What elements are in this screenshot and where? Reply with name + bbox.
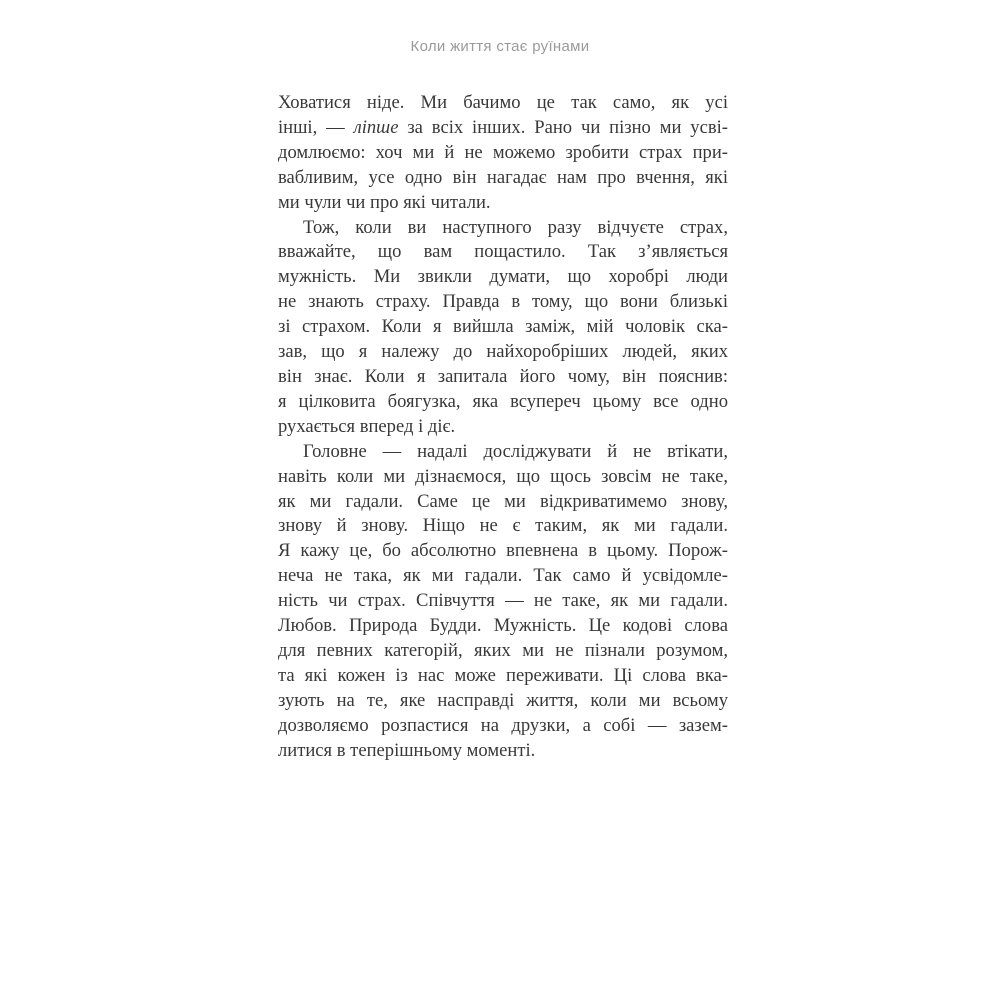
paragraph	[278, 440, 728, 764]
text-line: Я кажу це, бо абсолютно впевнена в цьому. Порож-	[278, 540, 728, 562]
text-line: неча не така, як ми гадали. Так само й усвідомле-	[278, 565, 728, 587]
text-line: він знає. Коли я запитала його чому, він пояснив:	[278, 365, 728, 387]
text-line: зі страхом. Коли я вийшла заміж, мій чоловік ска-	[278, 316, 728, 338]
text-line: ність чи страх. Співчуття — не таке, як ми гадали.	[278, 590, 728, 612]
text-line: вважайте, що вам пощастило. Так з’являється	[278, 241, 728, 263]
text-line: Любов. Природа Будди. Мужність. Це кодові слова	[278, 615, 728, 637]
text-line: навіть коли ми дізнаємося, що щось зовсім не таке,	[278, 465, 728, 487]
text-line: ми чули чи про які читали.	[278, 191, 491, 213]
text-line: знову й знову. Ніщо не є таким, як ми гадали.	[278, 515, 728, 537]
text-line: дозволяємо розпастися на друзки, а собі — зазем-	[278, 714, 728, 736]
paragraph	[278, 216, 728, 440]
text-line: мужність. Ми звикли думати, що хоробрі люди	[278, 266, 728, 288]
text-line: для певних категорій, яких ми не пізнали розумом,	[278, 639, 728, 661]
paragraph	[278, 91, 728, 216]
text-line: домлюємо: хоч ми й не можемо зробити страх при-	[278, 141, 728, 163]
text-line: литися в теперішньому моменті.	[278, 739, 536, 761]
text-line: вабливим, усе одно він нагадає нам про вчення, які	[278, 166, 728, 188]
text-line: та які кожен із нас може переживати. Ці слова вка-	[278, 664, 728, 686]
text-line: Тож, коли ви наступного разу відчуєте страх,	[303, 216, 728, 238]
text-line: зують на те, яке насправді життя, коли ми всьому	[278, 689, 728, 711]
text-line: я цілковита боягузка, яка всупереч цьому все одно	[278, 390, 728, 412]
text-line: Ховатися ніде. Ми бачимо це так само, як усі	[278, 92, 728, 113]
text-line: інші, — ліпше за всіх інших. Рано чи пізно ми усві-	[278, 116, 728, 138]
text-line: не знають страху. Правда в тому, що вони близькі	[278, 291, 728, 313]
text-line: як ми гадали. Саме це ми відкриватимемо знову,	[278, 490, 728, 512]
text-line: зав, що я належу до найхоробріших людей, яких	[278, 341, 728, 363]
body-text-block	[278, 91, 728, 763]
text-line: рухається вперед і діє.	[278, 415, 456, 437]
running-header: Коли життя стає руїнами	[410, 38, 590, 55]
text-line: Головне — надалі досліджувати й не втікати,	[303, 440, 728, 462]
